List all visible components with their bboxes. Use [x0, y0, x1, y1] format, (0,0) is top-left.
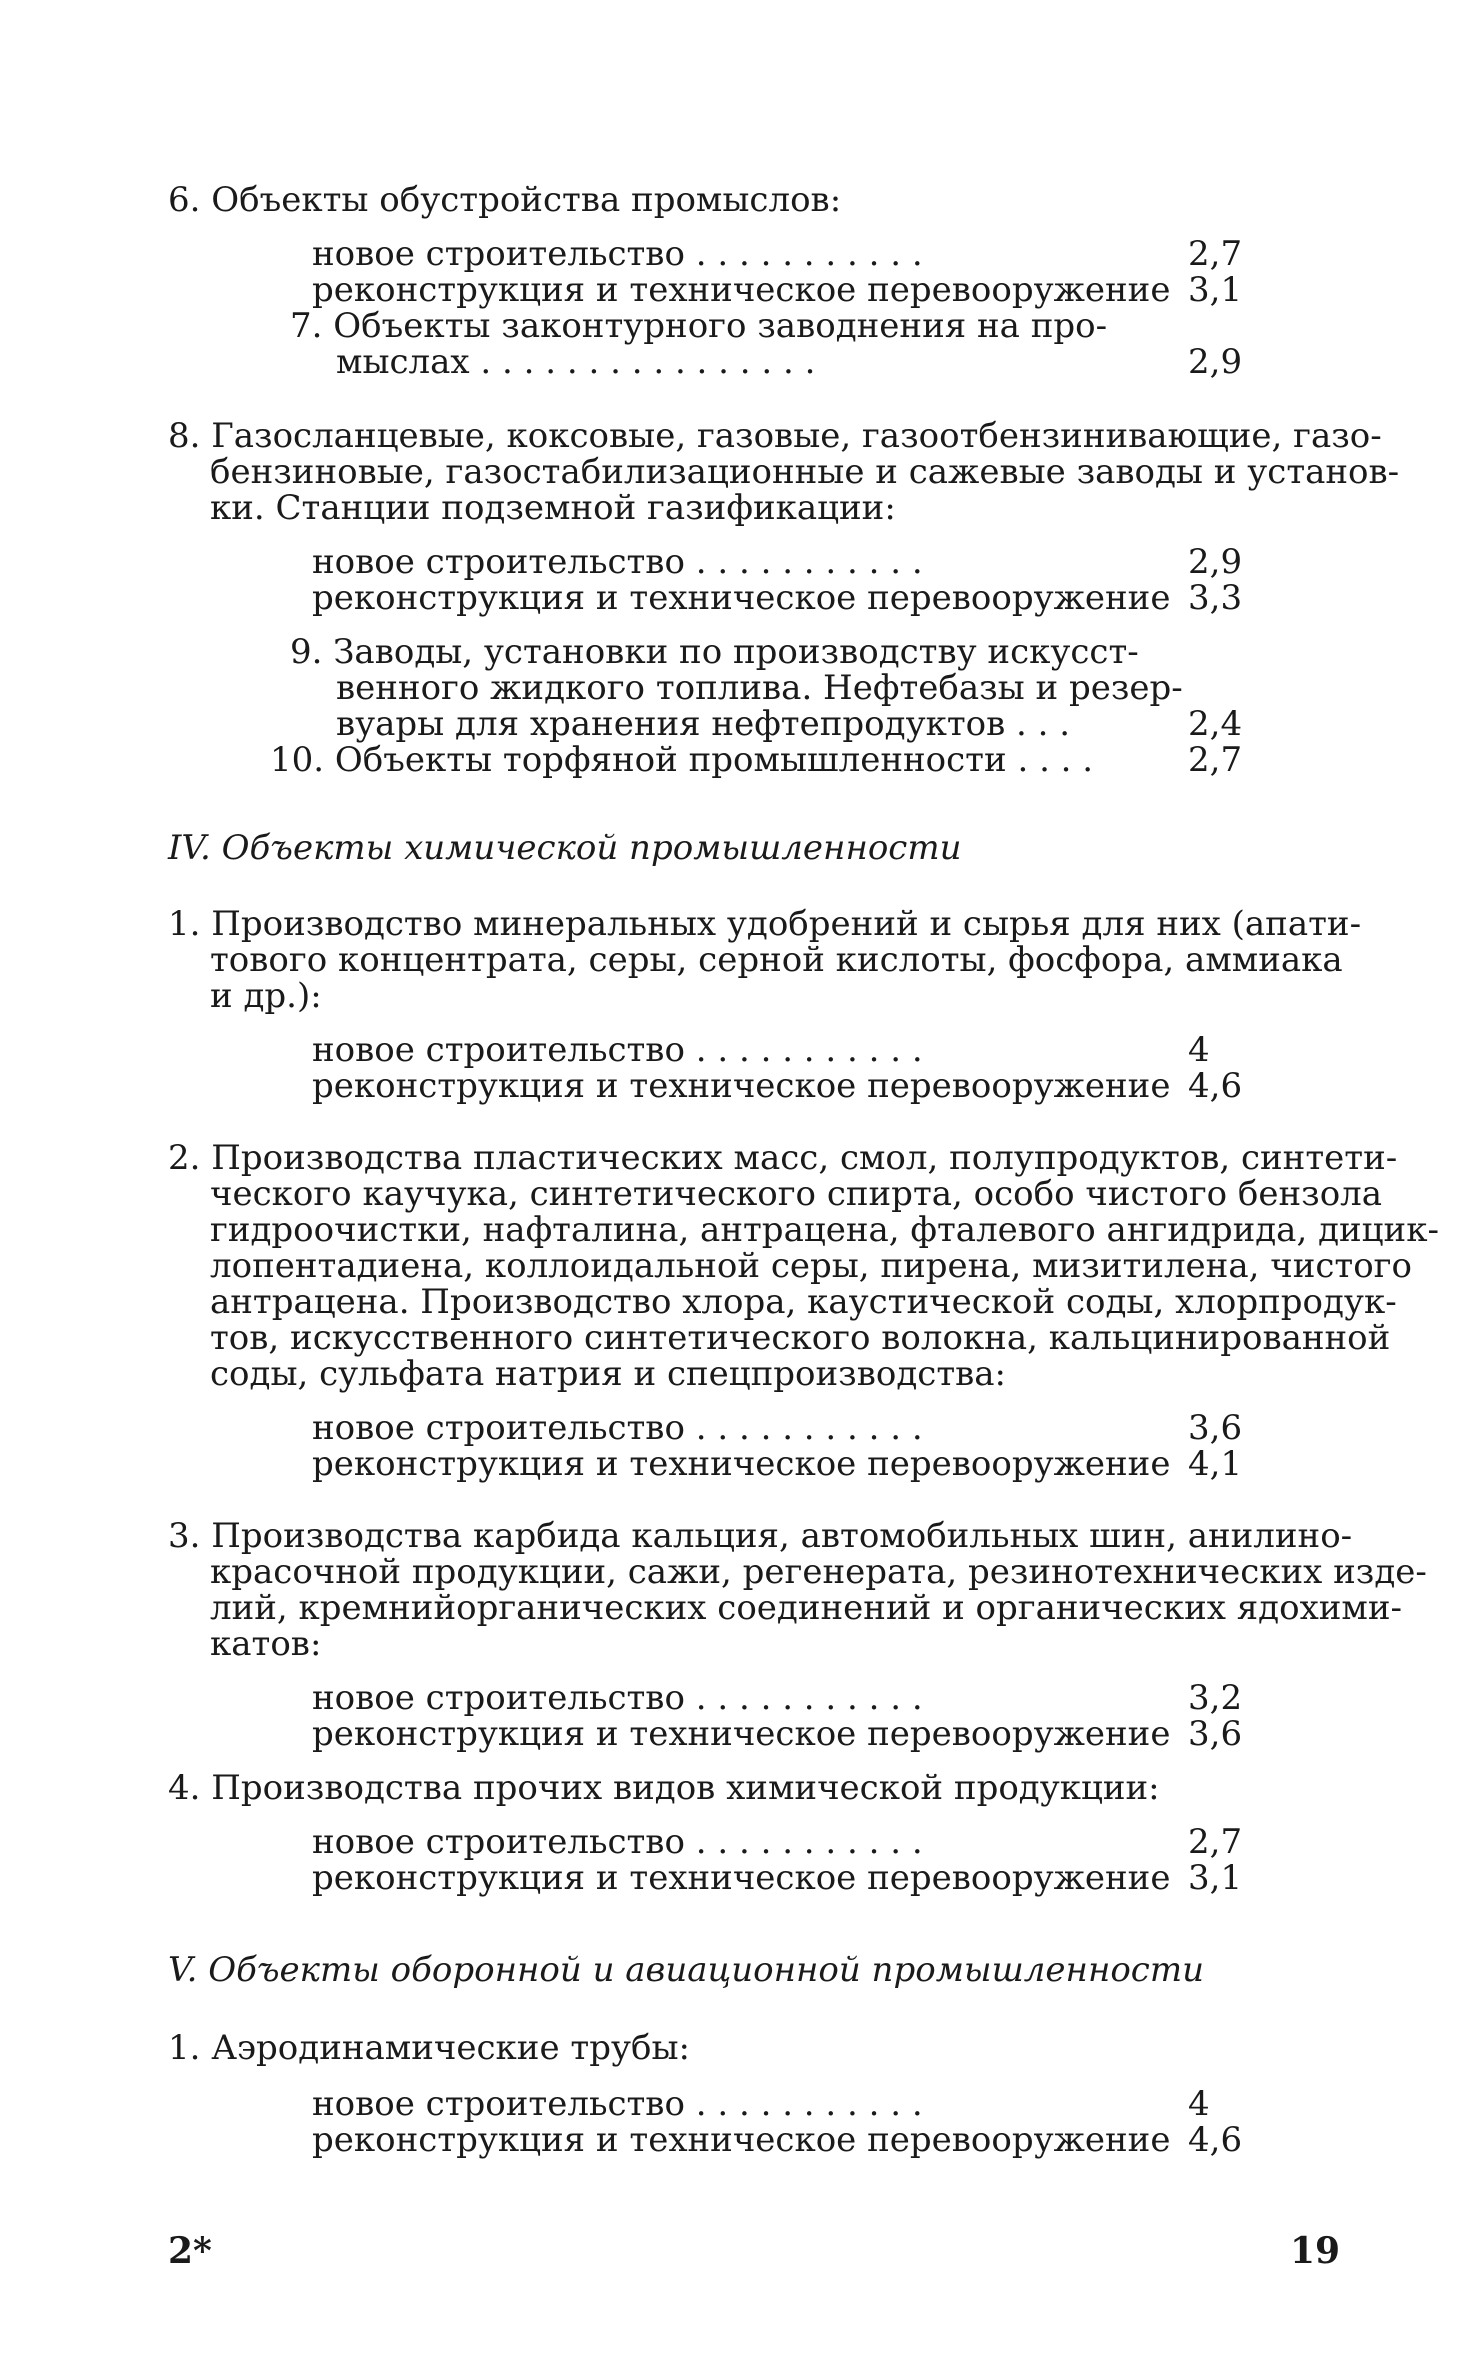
item-heading: 1. Аэродинамические трубы: [168, 2028, 690, 2068]
section-heading: IV. Объекты химической промышленности [168, 828, 962, 868]
item-text: гидроочистки, нафталина, антрацена, фталевого ангидрида, дицик- [210, 1210, 1439, 1250]
coefficient-value: 3,3 [1188, 578, 1243, 618]
coefficient-value: 2,7 [1188, 740, 1243, 780]
line-reconstruction: реконструкция и техническое перевооружение [312, 1714, 1171, 1754]
item-text: и др.): [210, 976, 322, 1016]
item-text: тов, искусственного синтетического волокна, кальцинированной [210, 1318, 1391, 1358]
coefficient-value: 4 [1188, 1030, 1210, 1070]
item-text: лопентадиена, коллоидальной серы, пирена, мизитилена, чистого [210, 1246, 1412, 1286]
item-text: тового концентрата, серы, серной кислоты, фосфора, аммиака [210, 940, 1343, 980]
page-number: 19 [1290, 2230, 1341, 2272]
coefficient-value: 2,7 [1188, 234, 1243, 274]
item-heading: 6. Объекты обустройства промыслов: [168, 180, 842, 220]
line-new-construction: новое строительство . . . . . . . . . . . [312, 1678, 923, 1718]
line-reconstruction: реконструкция и техническое перевооружение [312, 1858, 1171, 1898]
coefficient-value: 2,9 [1188, 342, 1243, 382]
signature-mark: 2* [168, 2230, 212, 2272]
item-text: соды, сульфата натрия и спецпроизводства: [210, 1354, 1006, 1394]
line-new-construction: новое строительство . . . . . . . . . . . [312, 1822, 923, 1862]
coefficient-value: 2,4 [1188, 704, 1243, 744]
line-reconstruction: реконструкция и техническое перевооружение [312, 578, 1171, 618]
item-text: антрацена. Производство хлора, каустической соды, хлорпродук- [210, 1282, 1397, 1322]
coefficient-value: 4 [1188, 2084, 1210, 2124]
item-text: ки. Станции подземной газификации: [210, 488, 896, 528]
line-new-construction: новое строительство . . . . . . . . . . . [312, 2084, 923, 2124]
item-text: красочной продукции, сажи, регенерата, резинотехнических изде- [210, 1552, 1427, 1592]
coefficient-value: 3,6 [1188, 1714, 1243, 1754]
item-heading: 3. Производства карбида кальция, автомобильных шин, анилино- [168, 1516, 1353, 1556]
item-text: вуары для хранения нефтепродуктов . . . [336, 704, 1071, 744]
coefficient-value: 4,1 [1188, 1444, 1243, 1484]
section-heading: V. Объекты оборонной и авиационной промышленности [168, 1950, 1204, 1990]
item-text: венного жидкого топлива. Нефтебазы и резер- [336, 668, 1183, 708]
item-heading: 1. Производство минеральных удобрений и сырья для них (апати- [168, 904, 1362, 944]
line-new-construction: новое строительство . . . . . . . . . . . [312, 1408, 923, 1448]
line-reconstruction: реконструкция и техническое перевооружение [312, 2120, 1171, 2160]
item-text: лий, кремнийорганических соединений и органических ядохими- [210, 1588, 1403, 1628]
coefficient-value: 3,1 [1188, 1858, 1243, 1898]
coefficient-value: 2,7 [1188, 1822, 1243, 1862]
coefficient-value: 3,2 [1188, 1678, 1243, 1718]
coefficient-value: 4,6 [1188, 1066, 1243, 1106]
coefficient-value: 3,6 [1188, 1408, 1243, 1448]
item-heading: 10. Объекты торфяной промышленности . . . . [270, 740, 1094, 780]
item-heading: 9. Заводы, установки по производству искусст- [290, 632, 1139, 672]
line-new-construction: новое строительство . . . . . . . . . . . [312, 542, 923, 582]
item-heading: 7. Объекты законтурного заводнения на про- [290, 306, 1108, 346]
line-reconstruction: реконструкция и техническое перевооружение [312, 1066, 1171, 1106]
coefficient-value: 2,9 [1188, 542, 1243, 582]
coefficient-value: 3,1 [1188, 270, 1243, 310]
line-reconstruction: реконструкция и техническое перевооружение [312, 1444, 1171, 1484]
item-heading: 2. Производства пластических масс, смол, полупродуктов, синтети- [168, 1138, 1398, 1178]
coefficient-value: 4,6 [1188, 2120, 1243, 2160]
item-text: ческого каучука, синтетического спирта, особо чистого бензола [210, 1174, 1383, 1214]
line-new-construction: новое строительство . . . . . . . . . . . [312, 1030, 923, 1070]
item-heading: 4. Производства прочих видов химической продукции: [168, 1768, 1160, 1808]
line-reconstruction: реконструкция и техническое перевооружение [312, 270, 1171, 310]
item-heading: 8. Газосланцевые, коксовые, газовые, газоотбензинивающие, газо- [168, 416, 1382, 456]
item-text: мыслах . . . . . . . . . . . . . . . . [336, 342, 816, 382]
item-text: бензиновые, газостабилизационные и сажевые заводы и установ- [210, 452, 1400, 492]
item-text: катов: [210, 1624, 322, 1664]
line-new-construction: новое строительство . . . . . . . . . . . [312, 234, 923, 274]
